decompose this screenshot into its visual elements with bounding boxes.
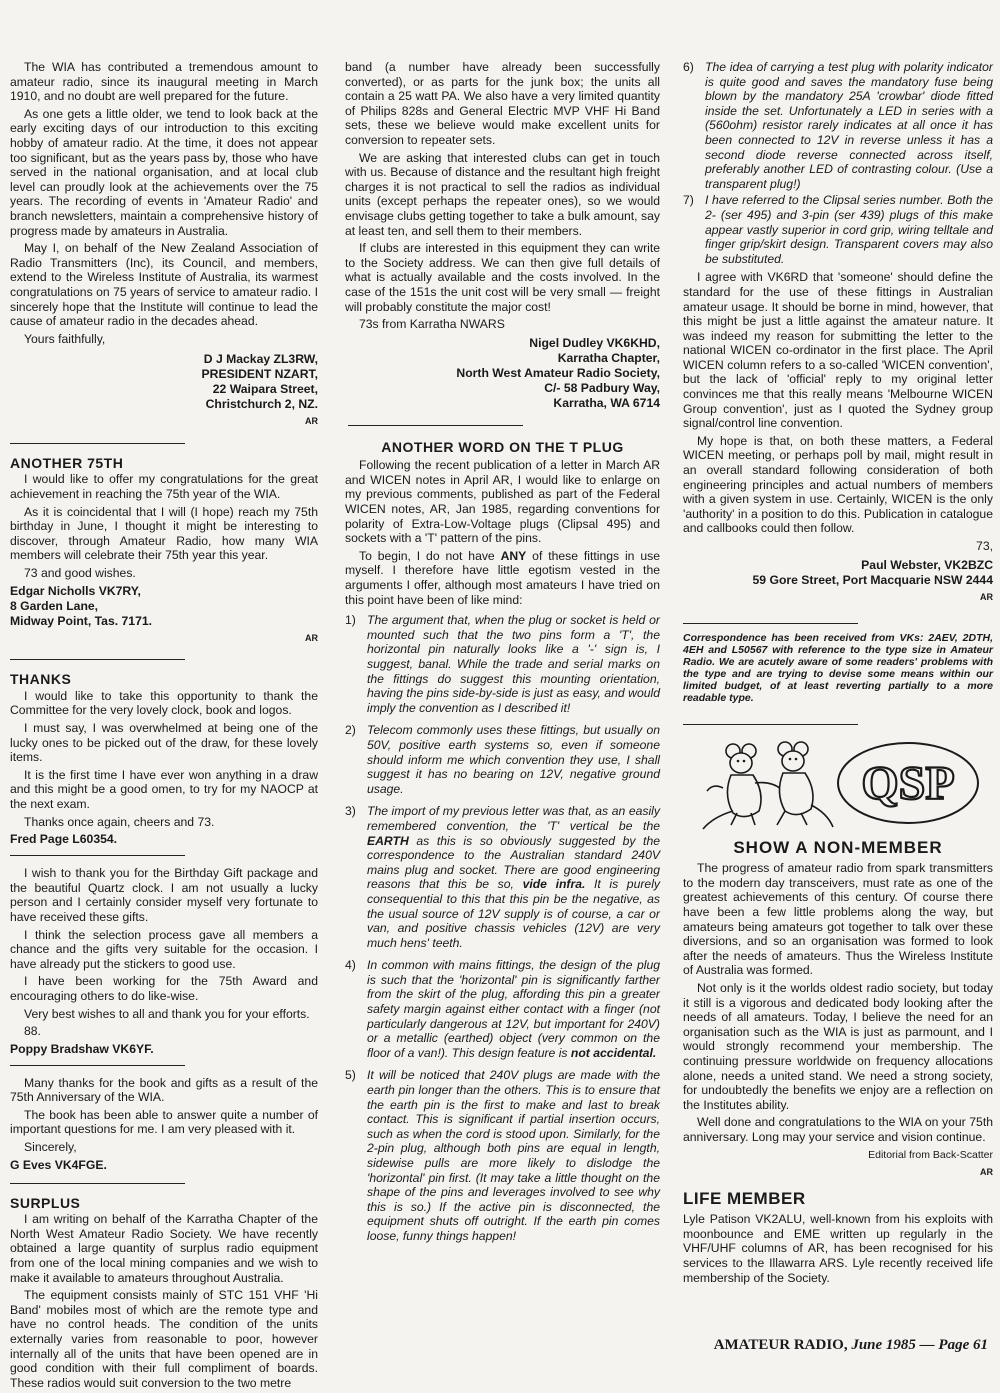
tplug-paragraph: I agree with VK6RD that 'someone' should define the standard for the use of these fittings in Australian amateur usage. It should be borne in mind, however, that this might be just a little against the amateur nature. It was indeed my reason for submitting the letter to the national WICEN co-ordinator in the first place. The April WICEN column refers to a so-called 'WICEN convention', but the lack of 'official' reply to my original letter convinces me that this really means 'Melbourne WICEN Group convention', just as I quoted the Sydney group signal/control line convention.: [683, 270, 993, 431]
signature-line: Fred Page L60354.: [10, 832, 118, 847]
surplus-paragraph: band (a number have already been successfully converted), or as parts for the junk box; the units all contain a 25 watt PA. We also have a very limited quantity of Philips 828s and General Electric MVP VHF Hi Band sets, these we believe would make excellent units for conversion to repeater sets.: [345, 60, 660, 147]
list-text-bold: EARTH: [367, 833, 409, 848]
tplug-signature: [683, 558, 993, 588]
show-paragraph: The progress of amateur radio from spark transmitters to the modern day transceivers, must rate as one of the greatest achievements of this century. Of course there have been a few little problems along the way, but amateurs being amateurs got together to talk over these diversions, and so an organisation was formed to look after the needs of amateurs. Thus the Wireless Institute of Australia was formed.: [683, 861, 993, 978]
signature-line: Midway Point, Tas. 7171.: [10, 613, 153, 628]
ar-end-mark: AR: [305, 416, 318, 427]
ar-end-mark: AR: [980, 592, 993, 602]
list-number: 6): [683, 60, 694, 74]
list-item: [345, 804, 660, 950]
tplug-emphasis: ANY: [500, 548, 527, 563]
signature-line: G Eves VK4FGE.: [10, 1157, 107, 1172]
list-text-part: It is purely consequential to this that this pin be the negative, as the usual source of 12V supply is of course, a car or van, and positive chassis vehicles (12V) are very much hens' teeth.: [367, 877, 660, 950]
list-number: 2): [345, 723, 356, 738]
list-text-part: The import of my previous letter was that, as an easily remembered convention, the 'T' vertical be the: [367, 804, 660, 833]
surplus-paragraph: 73s from Karratha NWARS: [359, 317, 505, 332]
signature-line: 59 Gore Street, Port Macquarie NSW 2444: [752, 573, 993, 587]
list-number: 3): [345, 804, 356, 819]
heading-life-member: LIFE MEMBER: [683, 1188, 806, 1208]
signature-line: 8 Garden Lane,: [10, 598, 99, 613]
thanks-paragraph: It is the first time I have ever won anything in a draw and this might be a good omen, to try for my NAOCP at the next exam.: [10, 767, 318, 811]
column-middle: [345, 60, 660, 1252]
qsp-lettering: [838, 743, 978, 823]
signature-line: Paul Webster, VK2BZC: [861, 558, 993, 572]
editorial-credit: Editorial from Back-Scatter: [868, 1149, 993, 1162]
list-item: [345, 613, 660, 715]
signature-line: Karratha, WA 6714: [553, 395, 660, 410]
list-text: It will be noticed that 240V plugs are made with the earth pin longer than the others. This is to ensure that the earth pin is the first to make and last to break contact. This is significant if partial insertion occurs, such as when the cord is stood upon. Similarly, for the 2-pin plug, although both pins are equal in length, sidewise pulls are more likely to dislodge the 'horizontal' pin first. (It may take a little thought on the shape of the pins and leverages involved to see why this is so.) If the active pin is disconnected, the equipment shuts off outright. If the earth pin comes loose, funny things happen!: [367, 1068, 660, 1243]
list-text-part: as this is so obviously suggested by the correspondence to the Australian standard 240V mains plug and socket. There are good engineering reasons that this be so,: [367, 833, 660, 892]
thanks-paragraph: Very best wishes to all and thank you for your efforts.: [24, 1006, 310, 1021]
column-right: [683, 60, 993, 1288]
thanks-paragraph: 88.: [24, 1024, 41, 1039]
heading-t-plug: ANOTHER WORD ON THE T PLUG: [381, 438, 624, 455]
list-text: The idea of carrying a test plug with polarity indicator is quite good and saves the mandatory fuse being blown by the mandatory 25A 'crowbar' diode fitted inside the set. Unfortunately a LED in series with a (560ohm) resistor rarely indicates at all once it has been connected to 12V in reverse unless it has a second diode reverse connected across itself, preferably another LED of contrasting colour. (Use a transparent plug!): [705, 60, 993, 191]
page-footer: [714, 1338, 988, 1353]
heading-surplus: SURPLUS: [10, 1194, 81, 1211]
life-member-paragraph: Lyle Patison VK2ALU, well-known from his exploits with moonbounce and EME written up regularly in the VHF/UHF columns of AR, has been recognised for his services to the Illawarra ARS. Lyle recently received life membership of the Society.: [683, 1212, 993, 1285]
list-item: [345, 1068, 660, 1243]
thanks-paragraph: Thanks once again, cheers and 73.: [24, 814, 215, 829]
tplug-paragraph: [345, 549, 660, 607]
heading-thanks: THANKS: [10, 671, 72, 688]
thanks-paragraph: Sincerely,: [24, 1140, 77, 1155]
list-text-part: In common with mains fittings, the design of the plug is such that the 'horizontal' pin is significantly farther from the skirt of the plug, affording this pin a greater safety margin against either contact with a finger (not particularly dangerous at 12V, but important for 240V) or a metallic (earthed) object (very common on the floor of a van!). This design feature is: [367, 958, 660, 1060]
another75-paragraph: I would like to offer my congratulations for the great achievement in reaching the 75th year of the WIA.: [10, 472, 318, 502]
issue-date: June 1985: [851, 1337, 916, 1354]
list-text-bold: vide infra.: [522, 877, 586, 892]
list-number: 1): [345, 613, 356, 628]
list-item: [683, 193, 993, 266]
surplus-paragraph: I am writing on behalf of the Karratha Chapter of the North West Amateur Radio Society. We have recently obtained a large quantity of surplus radio equipment from one of the local mining companies and we wish to make it available to amateurs throughout Australia.: [10, 1212, 318, 1285]
section-divider: [10, 1183, 185, 1184]
section-divider: [10, 659, 185, 660]
list-item: [683, 60, 993, 191]
thanks-paragraph: I wish to thank you for the Birthday Gift package and the beautiful Quartz clock. I am not usually a lucky person and I certainly consider myself very fortunate to have received these gifts.: [10, 866, 318, 924]
section-divider: [10, 443, 185, 444]
wia-closing: Yours faithfully,: [24, 331, 106, 346]
show-paragraph: Not only is it the worlds oldest radio society, but today it still is a vigorous and dedicated body looking after the needs of all amateurs. Today, I believe the need for an organisation such as the WIA is just as parmount, and I would strongly recommend your membership. The continuing pressure worldwide on frequency allocations alone, needs a united stand. We need a strong society, for undoubtedly the benefits we enjoy are a reflection on the Institutes ability.: [683, 980, 993, 1112]
another75-paragraph: 73 and good wishes.: [24, 566, 136, 581]
section-divider: [683, 724, 858, 725]
list-number: 7): [683, 193, 694, 208]
signature-line: D J Mackay ZL3RW,: [203, 352, 318, 367]
ar-end-mark: AR: [980, 1167, 993, 1178]
tplug-paragraph: My hope is that, on both these matters, a Federal WICEN meeting, or perhaps poll by mail, might result in an overall standard following consideration of both engineering principles and actual numbers of members with a given system in use. Certainly, WICEN is the only 'authority' in a position to do this. Publication in catalogue and callbooks could then follow.: [683, 433, 993, 536]
list-text: The argument that, when the plug or socket is held or mounted such that the two pins form a 'T', the horizontal pin naturally looks like a '-' sign is, I suggest, banal. While the trade and serial marks on the fittings do suggest this mounting orientation, having the pins side-by-side is just as easy, and would imply the convention as I described it!: [367, 613, 660, 715]
wia-paragraph: May I, on behalf of the New Zealand Association of Radio Transmitters (Inc), its Council, and members, extend to the Wireless Institute of Australia, its warmest congratulations on 75 years of service to amateur radio. I sincerely hope that the Institute will continue to lead the cause of amateur radio in the decades ahead.: [10, 241, 318, 329]
tplug-text: of these fittings in use myself. I therefore have little egotism vested in the arguments I offer, although most amateurs I have tried on this point have been of like mind:: [345, 548, 660, 607]
signature-line: Christchurch 2, NZ.: [205, 397, 318, 412]
list-item: [345, 723, 660, 796]
dancing-mice-illustration: [693, 733, 983, 833]
list-text: Telecom commonly uses these fittings, but usually on 50V, positive earth systems so, even if someone should inform me which convention they use, I shall suggest it has no bearing on 12V, negative ground usage.: [367, 723, 660, 796]
surplus-paragraph: We are asking that interested clubs can get in touch with us. Because of distance and the resultant high freight charges it is not practical to sell the radios as individual units (except perhaps the repeater ones), so we would envisage clubs getting together to take a bulk amount, say at least ten, and sell them to their members.: [345, 150, 660, 238]
another75-paragraph: As it is coincidental that I will (I hope) reach my 75th birthday in June, I thought it might be interesting to discover, through Amateur Radio, how many WIA members will celebrate their 75th year this year.: [10, 504, 318, 563]
surplus-paragraph: The equipment consists mainly of STC 151 VHF 'Hi Band' mobiles most of which are the remote type and have no control heads. The condition of the units externally varies from reasonable to poor, however internally all of the units that have been opened are in good condition with their full compliment of boards. These radios would suit conversion to the two metre: [10, 1288, 318, 1390]
tplug-paragraph: Following the recent publication of a letter in March AR and WICEN notes in April AR, I would like to enlarge on my previous comments, published as part of the Federal WICEN notes, AR, Jan 1985, regarding conventions for polarity of Extra-Low-Voltage plugs (Clipsal 495) and sockets with a 'T' pattern of the pins.: [345, 458, 660, 546]
wia-paragraph: As one gets a little older, we tend to look back at the early exciting days of our introduction to this exciting hobby of amateur radio. At the time, it does not appear too significant, but as the years pass by, those who have served in the national organisation, and at local club level can proudly look at the achievements over the 75 years. The recording of events in 'Amateur Radio' and branch newsletters, maintain a comprehensive history of progress made by amateurs in Australia.: [10, 106, 318, 238]
signature-line: Poppy Bradshaw VK6YF.: [10, 1041, 154, 1056]
magazine-title: AMATEUR RADIO,: [713, 1337, 848, 1354]
qsp-text: QSP: [861, 756, 955, 810]
editor-note: Correspondence has been received from VKs: 2AEV, 2DTH, 4EH and L50567 with reference to the type size in Amateur Radio. We are acutely aware of some readers' problems with the type and are trying to devise some means within our limited budget, of at least reverting partially to a more readable type.: [683, 631, 993, 704]
signature-line: Nigel Dudley VK6KHD,: [529, 335, 660, 350]
list-text: [367, 958, 660, 1060]
surplus-signature: [345, 336, 660, 411]
heading-another-75th: ANOTHER 75TH: [10, 454, 124, 471]
ar-end-mark: AR: [305, 632, 318, 643]
wia-signature: [10, 352, 318, 412]
signature-line: Edgar Nicholls VK7RY,: [10, 583, 141, 598]
list-number: 4): [345, 958, 356, 973]
signature-line: PRESIDENT NZART,: [201, 367, 318, 382]
thanks-paragraph: The book has been able to answer quite a number of important questions for me. I am very pleased with it.: [10, 1107, 318, 1137]
list-item: [345, 958, 660, 1060]
section-divider: [348, 425, 523, 426]
thanks-paragraph: I would like to take this opportunity to thank the Committee for the very lovely clock, book and logos.: [10, 688, 318, 718]
thanks-paragraph: Many thanks for the book and gifts as a result of the 75th Anniversary of the WIA.: [10, 1075, 318, 1105]
signature-line: C/- 58 Padbury Way,: [544, 380, 660, 395]
signature-line: 22 Waipara Street,: [212, 382, 318, 397]
page-number: — Page 61: [919, 1337, 988, 1354]
heading-show-a-non-member: SHOW A NON-MEMBER: [733, 837, 943, 857]
surplus-paragraph: If clubs are interested in this equipment they can write to the Society address. We can then give full details of what is actually available and the costs involved. In the case of the 151s the unit cost will be very small — freight will probably constitute the major cost!: [345, 241, 660, 314]
list-text: [367, 804, 660, 950]
qsp-banner: [683, 733, 993, 833]
thanks-paragraph: I must say, I was overwhelmed at being one of the lucky ones to be picked out of the draw, for these lovely items.: [10, 721, 318, 765]
list-number: 5): [345, 1068, 356, 1083]
wia-paragraph: The WIA has contributed a tremendous amount to amateur radio, since its inaugural meeting in March 1910, and no doubt are well prepared for the future.: [10, 60, 318, 104]
signature-line: Karratha Chapter,: [557, 350, 660, 365]
section-divider: [10, 1065, 185, 1066]
show-paragraph: Well done and congratulations to the WIA on your 75th anniversary. Long may your service and vision continue.: [683, 1115, 993, 1144]
signature-line: North West Amateur Radio Society,: [456, 365, 660, 380]
section-divider: [10, 855, 185, 856]
signoff: 73,: [976, 539, 993, 553]
section-divider: [683, 623, 858, 624]
thanks-paragraph: I have been working for the 75th Award and encouraging others to do like-wise.: [10, 974, 318, 1003]
thanks-paragraph: I think the selection process gave all members a chance and the gifts very suitable for the occasion. I have already put the stickers to good use.: [10, 927, 318, 971]
tplug-text: To begin, I do not have: [359, 548, 501, 563]
list-text: I have referred to the Clipsal series number. Both the 2- (ser 495) and 3-pin (ser 439) plugs of this make appear vastly superior in cord grip, wiring telltale and finger grip/skirt design. Transparent covers may also be substituted.: [705, 193, 993, 266]
column-left: [10, 60, 318, 1393]
list-text-bold: not accidental.: [570, 1045, 657, 1060]
